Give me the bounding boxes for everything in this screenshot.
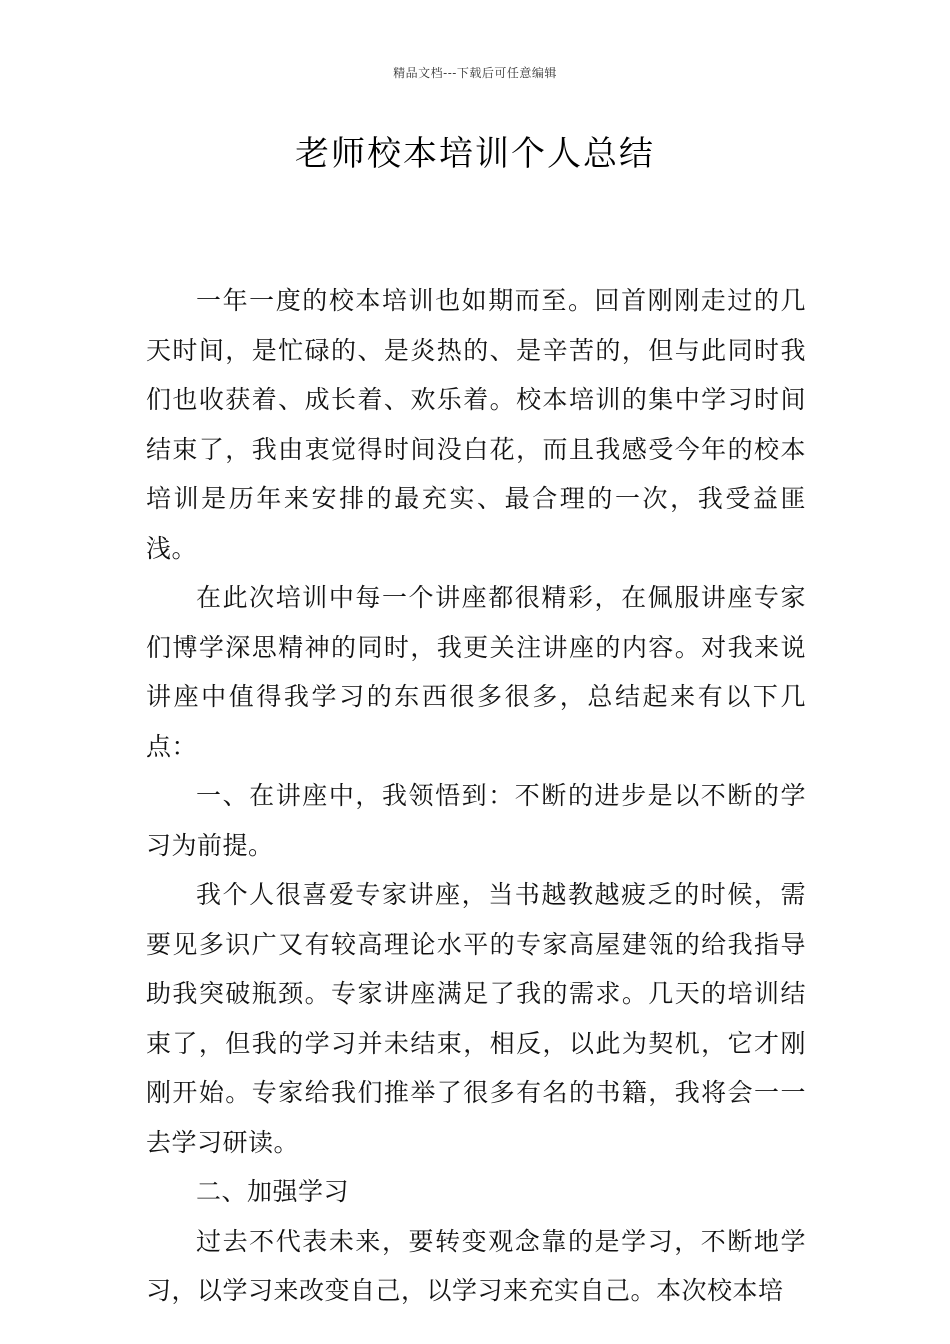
header-note: 精品文档---下载后可任意编辑 (393, 66, 557, 80)
document-body (146, 276, 806, 1316)
paragraph: 我个人很喜爱专家讲座，当书越教越疲乏的时候，需要见多识广又有较高理论水平的专家高屋建瓴的给我指导助我突破瓶颈。专家讲座满足了我的需求。几天的培训结束了，但我的学习并未结束，相反，以此为契机，它才刚刚开始。专家给我们推举了很多有名的书籍，我将会一一去学习研读。 (146, 880, 806, 1157)
paragraph: 一年一度的校本培训也如期而至。回首刚刚走过的几天时间，是忙碌的、是炎热的、是辛苦的，但与此同时我们也收获着、成长着、欢乐着。校本培训的集中学习时间结束了，我由衷觉得时间没白花，而且我感受今年的校本培训是历年来安排的最充实、最合理的一次，我受益匪浅。 (146, 286, 806, 563)
paragraph: 在此次培训中每一个讲座都很精彩，在佩服讲座专家们博学深思精神的同时，我更关注讲座的内容。对我来说讲座中值得我学习的东西很多很多，总结起来有以下几点： (146, 583, 806, 761)
document-title: 老师校本培训个人总结 (295, 134, 655, 174)
section-heading: 一、在讲座中，我领悟到：不断的进步是以不断的学习为前提。 (146, 781, 806, 860)
paragraph: 过去不代表未来，要转变观念靠的是学习，不断地学习，以学习来改变自己，以学习来充实自己。本次校本培 (146, 1226, 806, 1305)
section-heading: 二、加强学习 (196, 1177, 350, 1206)
